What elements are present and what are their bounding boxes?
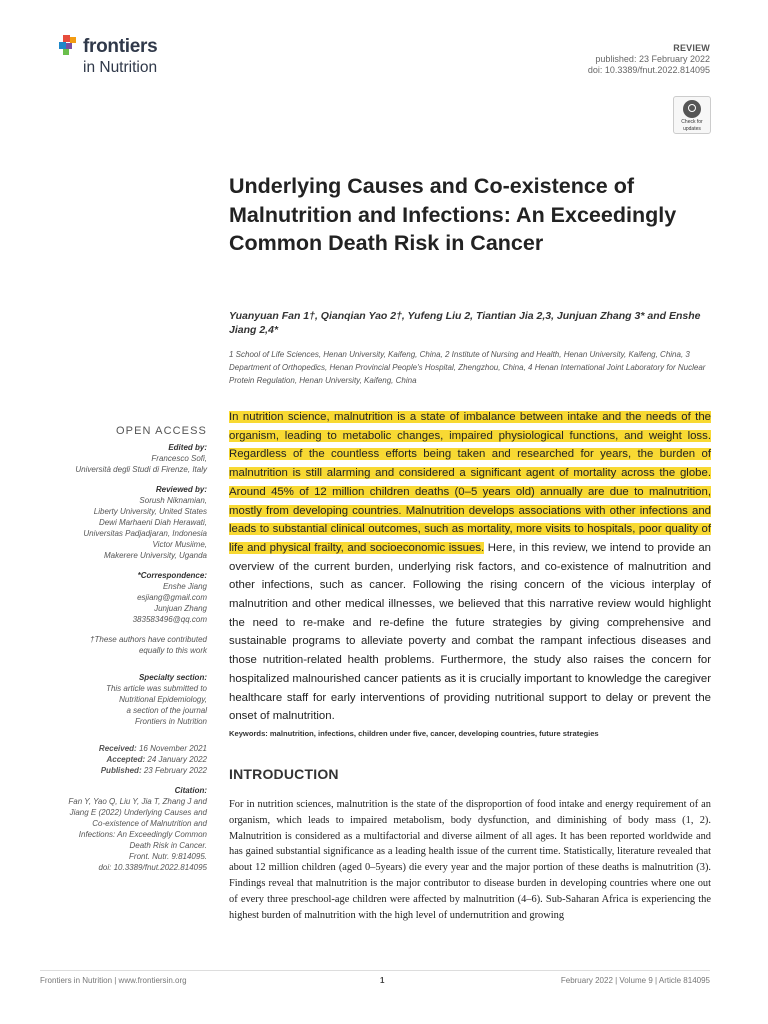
equal-contribution-note — [40, 634, 207, 656]
edited-by-heading: Edited by: — [168, 443, 207, 452]
page-number: 1 — [380, 976, 385, 985]
citation-heading: Citation: — [174, 786, 207, 795]
citation-doi[interactable]: doi: 10.3389/fnut.2022.814095 — [98, 863, 207, 872]
published-line — [40, 765, 207, 776]
reviewer-line: Sorush Niknamian, — [139, 496, 207, 505]
frontiers-logo-icon — [57, 33, 81, 59]
article-title: Underlying Causes and Co-existence of Malnutrition and Infections: An Exceedingly Common Death Risk in Cancer — [229, 174, 677, 255]
affiliations: 1 School of Life Sciences, Henan University, Kaifeng, China, 2 Institute of Nursing and Health, Henan University, Kaifeng, China, 3 Department of Orthopedics, Henan Provincial People's Hospital, Zhengzhou, China, 4 Henan International Joint Laboratory for Nuclear Protein Regulation, Henan University, Kaifeng, China — [229, 350, 706, 385]
accepted-date: 24 January 2022 — [147, 755, 207, 764]
editor-line: Università degli Studi di Firenze, Italy — [75, 465, 207, 474]
specialty-line: Nutritional Epidemiology, — [119, 695, 207, 704]
citation-line: Infections: An Exceedingly Common — [78, 830, 207, 839]
check-for-updates-button[interactable] — [673, 96, 711, 134]
published-date: published: 23 February 2022 — [595, 54, 710, 64]
reviewer-line: Makerere University, Uganda — [103, 551, 207, 560]
journal-name-line2: in Nutrition — [83, 59, 158, 76]
specialty-heading: Specialty section: — [138, 673, 207, 682]
citation-line: Co-existence of Malnutrition and — [92, 819, 207, 828]
received-label: Received: — [98, 744, 137, 753]
note-line: †These authors have contributed — [90, 635, 207, 644]
specialty-line: Frontiers in Nutrition — [134, 717, 207, 726]
abstract-text: Here, in this review, we intend to provide an overview of the current burden, underlying risk factors, and co-existence of malnutrition and other infections, such as cancer. Following the rising concern of the vicious interplay of malnutrition and other medical illnesses, we believed that this narrative review would highlight the need to re-make and re-define the future strategies by giving comprehensive and sustainable programs to alleviate poverty and combat the rampant infectious diseases and those nutrition-related health problems. Furthermore, the study also raises the concern for hospitalized malnourished cancer patients as it is crucially important to knowledge the caregiver healthcare staff for early interventions of providing nutritional support to delay or prevent the onset of malnutrition. — [229, 541, 711, 723]
correspondence-line: Junjuan Zhang — [154, 604, 207, 613]
reviewer-line: Universitas Padjadjaran, Indonesia — [83, 529, 207, 538]
footer-journal-link[interactable]: Frontiers in Nutrition | www.frontiersin.org — [40, 976, 187, 985]
published-date-side: 23 February 2022 — [143, 766, 207, 775]
citation-line: Death Risk in Cancer. — [129, 841, 207, 850]
author-list: Yuanyuan Fan 1†, Qianqian Yao 2†, Yufeng Liu 2, Tiantian Jia 2,3, Junjuan Zhang 3* and Enshe Jiang 2,4* — [229, 310, 701, 336]
sidebar-info — [40, 442, 207, 873]
section-heading-introduction: INTRODUCTION — [229, 766, 339, 782]
correspondence-email[interactable]: 383583496@qq.com — [132, 615, 207, 624]
editor-line: Francesco Sofi, — [151, 454, 207, 463]
citation-line: Front. Nutr. 9:814095. — [129, 852, 207, 861]
introduction-text: For in nutrition sciences, malnutrition is the state of the disproportion of food intake and energy requirement of an organism, which leads to impaired metabolism, body dysfunction, and diminishing of body mass (1, 2). Malnutrition is considered as a multifactorial and diverse ailment of all ages. It has been reported worldwide and has gained substantial significance as a leading health issue of the current time. Statistically, literature revealed that about 12 million children (aged 0–5years) die every year and the major portion of these deaths is malnutrition (3). Findings reveal that malnutrition is the major contributor to disease burden in developing countries where one out of every three preschool-age children were affected by malnutrition (4–6). Sub-Saharan Africa is experiencing the highest burden of malnutrition with the high level of undernutrition and growing — [229, 799, 711, 921]
correspondence-line: Enshe Jiang — [162, 582, 207, 591]
page-footer — [40, 970, 710, 985]
check-updates-icon — [683, 100, 701, 118]
accepted-line — [40, 754, 207, 765]
published-label: Published: — [100, 766, 142, 775]
journal-logo[interactable] — [57, 33, 197, 79]
reviewed-by-heading: Reviewed by: — [155, 485, 207, 494]
reviewer-line: Dewi Marhaeni Diah Herawati, — [98, 518, 207, 527]
note-line: equally to this work — [138, 646, 207, 655]
article-doi[interactable]: doi: 10.3389/fnut.2022.814095 — [587, 65, 710, 75]
specialty-line: This article was submitted to — [106, 684, 207, 693]
correspondence-email[interactable]: esjiang@gmail.com — [137, 593, 207, 602]
received-date: 16 November 2021 — [138, 744, 207, 753]
citation-line: Fan Y, Yao Q, Liu Y, Jia T, Zhang J and — [68, 797, 207, 806]
open-access-label: OPEN ACCESS — [116, 425, 207, 437]
abstract — [229, 408, 711, 726]
accepted-label: Accepted: — [106, 755, 146, 764]
specialty-line: a section of the journal — [126, 706, 207, 715]
reviewer-line: Victor Musiime, — [152, 540, 207, 549]
footer-article-info: February 2022 | Volume 9 | Article 814095 — [560, 976, 710, 985]
keywords: Keywords: malnutrition, infections, children under five, cancer, developing countries, future strategies — [229, 729, 599, 738]
check-label-2: updates — [683, 126, 701, 132]
received-line — [40, 743, 207, 754]
reviewer-line: Liberty University, United States — [93, 507, 207, 516]
citation-line: Jiang E (2022) Underlying Causes and — [69, 808, 207, 817]
article-meta — [588, 43, 710, 76]
check-label-1: Check for — [681, 119, 703, 125]
journal-name-line1: frontiers — [83, 36, 158, 57]
article-type: REVIEW — [673, 43, 710, 53]
correspondence-heading: *Correspondence: — [137, 571, 207, 580]
abstract-highlighted-text[interactable]: In nutrition science, malnutrition is a state of imbalance between intake and the needs of the organism, leading to metabolic changes, impaired physiological functions, and weight loss. Regardless of the countless efforts being taken and researched for years, the burden of malnutrition is still alarming and considered a significant agent of mortality across the globe. Around 45% of 12 million children deaths (0–5 years old) annually are due to malnutrition, mostly from developing countries. Malnutrition develops associations with other infections and leads to substantial clinical outcomes, such as mortality, more visits to hospitals, poor quality of life and physical frailty, and socioeconomic issues. — [229, 411, 711, 554]
